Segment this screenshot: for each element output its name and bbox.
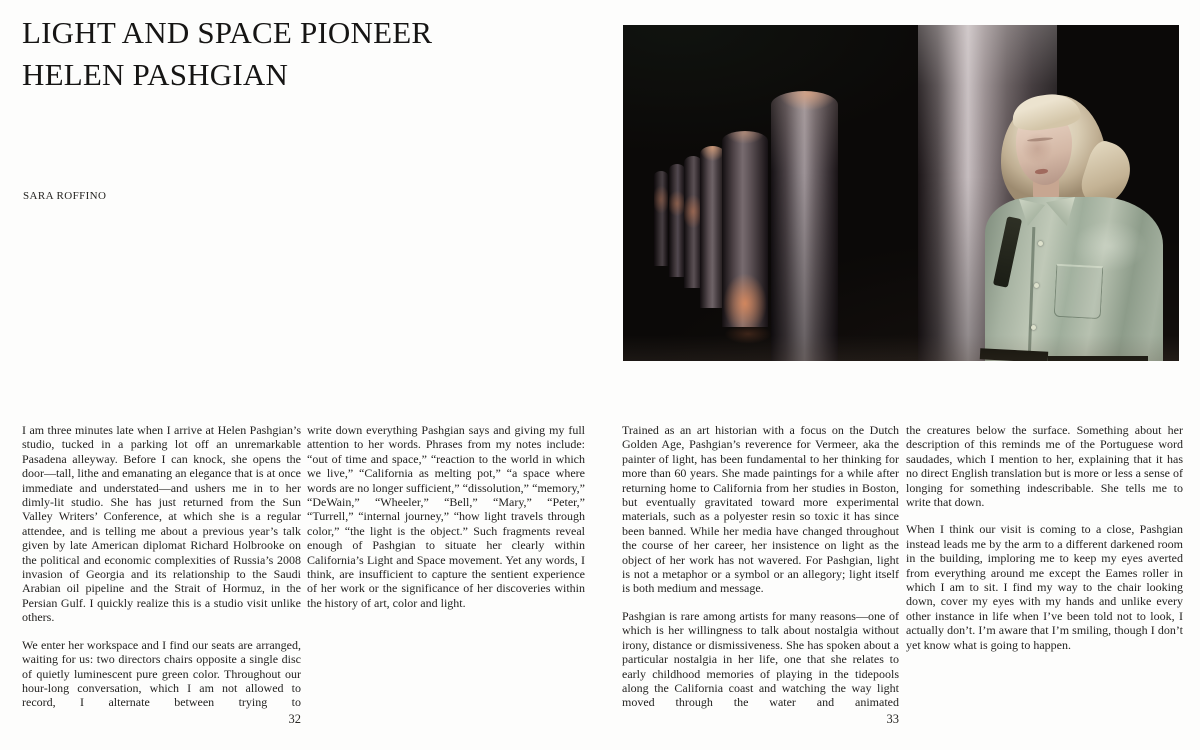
body-paragraph: Trained as an art historian with a focus on the Dutch Golden Age, Pashgian’s reverence for Vermeer, aka the painter of light, has been fundamental to her thinking for more than 60 years. She made paintings for a while after returning home to California from her studies in Boston, but eventually gravitated toward more experimental materials, such as a polyester resin so toxic it has since been banned. While her media have changed throughout the course of her career, her insistence on light as the object of her work has not wavered. For Pashgian, light is not a metaphor or a symbol or an allegory; light itself is both medium and message.	[622, 423, 899, 596]
light-column-far-6	[654, 171, 668, 266]
light-column-far-1	[771, 91, 838, 361]
shirt-pocket	[1054, 264, 1104, 319]
page-number-right: 33	[886, 711, 899, 726]
body-paragraph: I am three minutes late when I arrive at Helen Pashgian’s studio, tucked in a parking lot off an unremarkable Pasadena alleyway. Before I can knock, she opens the door—tall, lithe and emanating an elegance that is at once immediate and understated—and ushers me in to her dimly-lit studio. She has just returned from the Sun Valley Writers’ Conference, at which she is a regular attendee, and is telling me about a previous year’s talk given by late American diplomat Richard Holbrooke on the political and economic complexities of Russia’s 2008 invasion of Georgia and its relationship to the Saudi Arabian oil pipeline and the Strait of Hormuz, in the Persian Gulf. I quickly realize this is a studio visit unlike others.	[22, 423, 301, 625]
body-paragraph: write down everything Pashgian says and giving my full attention to her words. Phrases from my notes include: “out of time and space,” “reaction to the world in which we live,” “California as melting pot,” “a space where words are no longer sufficient,” “dissolution,” “memory,” “DeWain,” “Wheeler,” “Bell,” “Mary,” “Peter,” “Turrell,” “internal journey,” “how light travels through color,” “the light is the object.” Such fragments reveal enough of Pashgian to situate her clearly within California’s Light and Space movement. Yet any words, I think, are insufficient to capture the sentient experience of her work or the significance of her discoveries within the history of art, color and light.	[307, 423, 585, 610]
article-title	[22, 12, 432, 96]
body-paragraph: the creatures below the surface. Something about her description of this reminds me of the Portuguese word saudades, which I mention to her, explaining that it has no direct English translation but is more or less a sense of longing for something indescribable. She tells me to write that down.	[906, 423, 1183, 510]
article-title-line1: LIGHT AND SPACE PIONEER	[22, 15, 433, 50]
floor-sheen	[623, 335, 1179, 361]
artist-photo	[623, 25, 1179, 361]
body-paragraph: We enter her workspace and I find our seats are arranged, waiting for us: two directors chairs opposite a single disc of quietly luminescent pure green color. Throughout our hour-long conversation, which I am not allowed to record, I alternate between trying to	[22, 637, 301, 710]
article-byline: SARA ROFFINO	[23, 190, 107, 202]
body-paragraph: When I think our visit is coming to a close, Pashgian instead leads me by the arm to a different darkened room in the building, imploring me to keep my eyes averted from everything around me except the Eames roller in which I am to sit. I find my way to the chair looking down, cover my eyes with my hands and unlike every other instance in life when I’ve been told not to look, I actually don’t. I’m aware that I’m smiling, though I don’t yet know what is going to happen.	[906, 522, 1183, 652]
text-column-4	[906, 423, 1183, 652]
text-column-2	[307, 423, 585, 610]
text-column-3	[622, 423, 899, 726]
shirt-button	[1034, 283, 1039, 288]
text-column-1	[22, 423, 301, 726]
shirt-button	[1031, 325, 1036, 330]
shirt-button	[1038, 241, 1043, 246]
page-number-left: 32	[288, 711, 301, 726]
body-paragraph: Pashgian is rare among artists for many reasons—one of which is her willingness to talk about nostalgia without irony, distance or dismissiveness. She has spoken about a particular nostalgia in her life, one that she relates to early childhood memories of playing in the tidepools along the California coast and watching the way light moved through the water and animated	[622, 608, 899, 710]
article-title-line2: HELEN PASHGIAN	[22, 57, 289, 92]
light-column-far-5	[669, 164, 685, 277]
light-column-far-2	[722, 131, 768, 327]
